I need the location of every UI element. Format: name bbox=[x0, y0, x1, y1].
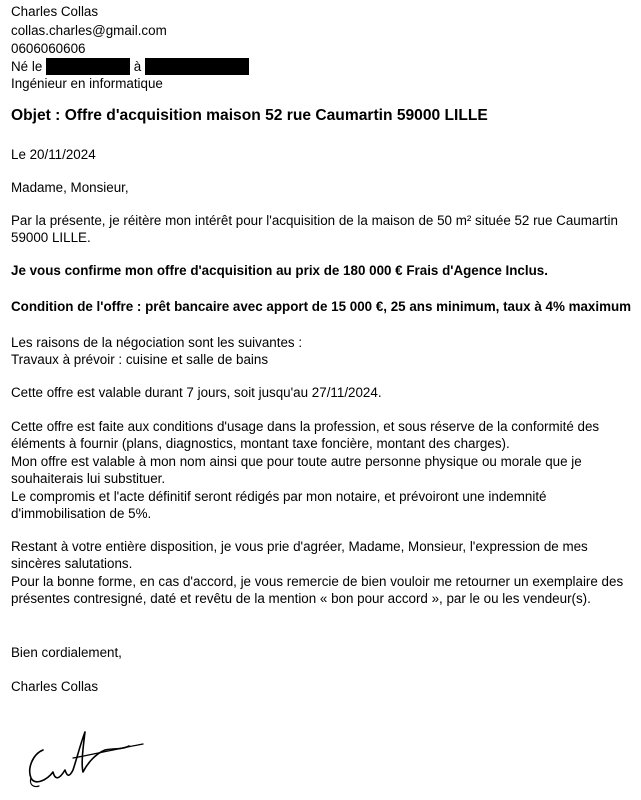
birth-prefix: Né le bbox=[11, 59, 43, 74]
reasons-item: Travaux à prévoir : cuisine et salle de bains bbox=[11, 352, 269, 367]
handwritten-signature bbox=[25, 728, 165, 790]
sender-name: Charles Collas bbox=[11, 4, 99, 19]
validity-paragraph: Cette offre est valable durant 7 jours, soit jusqu'au 27/11/2024. bbox=[11, 385, 382, 400]
sender-email: collas.charles@gmail.com bbox=[11, 23, 167, 38]
substitution-paragraph: Mon offre est valable à mon nom ainsi que pour toute autre personne physique ou morale que je souhaiterais lui substituer. bbox=[11, 454, 582, 486]
sign-off: Bien cordialement, bbox=[11, 645, 122, 660]
offer-paragraph: Je vous confirme mon offre d'acquisition au prix de 180 000 € Frais d'Agence Inclus. bbox=[11, 263, 548, 278]
redacted-birth-place bbox=[145, 58, 249, 75]
letter-subject: Objet : Offre d'acquisition maison 52 rue Caumartin 59000 LILLE bbox=[11, 107, 488, 124]
closing-paragraph: Restant à votre entière disposition, je vous prie d'agréer, Madame, Monsieur, l'expression de mes sincères salutations. bbox=[11, 539, 588, 571]
birth-place-prefix: à bbox=[133, 59, 142, 74]
condition-paragraph: Condition de l'offre : prêt bancaire avec apport de 15 000 €, 25 ans minimum, taux à 4% maximum bbox=[11, 299, 632, 314]
sender-profession: Ingénieur en informatique bbox=[11, 76, 163, 91]
intro-paragraph: Par la présente, je réitère mon intérêt pour l'acquisition de la maison de 50 m² située 52 rue Caumartin 59000 LILLE. bbox=[11, 213, 618, 245]
reasons-title: Les raisons de la négociation sont les suivantes : bbox=[11, 335, 303, 350]
sender-phone: 0606060606 bbox=[11, 41, 86, 56]
notary-paragraph: Le compromis et l'acte définitif seront rédigés par mon notaire, et prévoiront une indemnité d'immobilisation de 5%. bbox=[11, 489, 547, 521]
birth-line bbox=[11, 58, 249, 75]
signatory-name: Charles Collas bbox=[11, 679, 99, 694]
letter-date: Le 20/11/2024 bbox=[11, 147, 96, 162]
salutation: Madame, Monsieur, bbox=[11, 180, 129, 195]
redacted-birth-date bbox=[46, 58, 130, 75]
return-request-paragraph: Pour la bonne forme, en cas d'accord, je vous remercie de bien vouloir me retourner un exemplaire des présentes contresigné, daté et revêtu de la mention « bon pour accord », par le ou les vendeur(s). bbox=[11, 574, 624, 606]
conditions-usage-paragraph: Cette offre est faite aux conditions d'usage dans la profession, et sous réserve de la conformité des éléments à fournir (plans, diagnostics, montant taxe foncière, montant des charges). bbox=[11, 419, 600, 451]
